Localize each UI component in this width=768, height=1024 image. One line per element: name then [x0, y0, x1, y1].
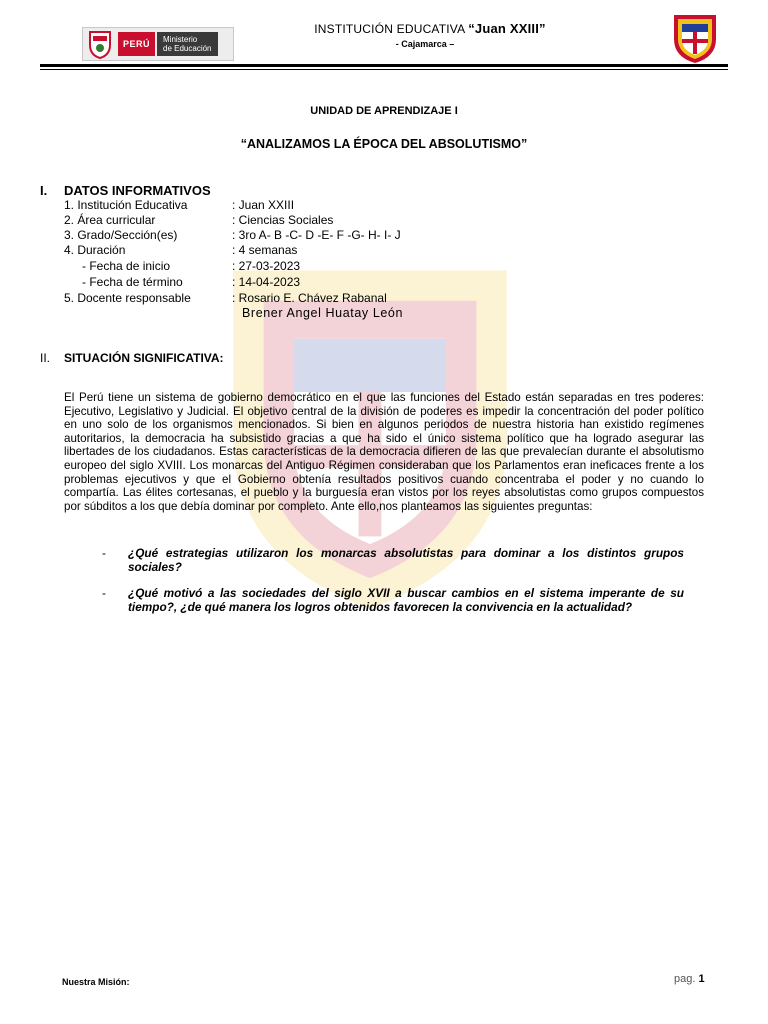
institution-name: “Juan XXIII” [468, 21, 546, 36]
datos-item-value: : Juan XXIII [232, 198, 295, 212]
datos-item-value: : Ciencias Sociales [232, 213, 334, 227]
header-rule-thin [40, 69, 728, 70]
question-text: ¿Qué estrategias utilizaron los monarcas absolutistas para dominar a los distintos grupos sociales? [128, 546, 684, 574]
ministry-label [157, 32, 217, 56]
peru-label: PERÚ [118, 32, 155, 56]
datos-item-label: - Fecha de inicio [82, 259, 171, 273]
header-rule [40, 64, 728, 67]
institution-location: - Cajamarca – [395, 39, 455, 49]
datos-item-value: : Rosario E. Chávez Rabanal [232, 291, 387, 305]
question-bullet: - [102, 586, 106, 600]
question-item [102, 586, 684, 614]
section-2-title: SITUACIÓN SIGNIFICATIVA: [64, 351, 224, 365]
unit-title: UNIDAD DE APRENDIZAJE I [310, 105, 458, 117]
docente-secondary: Brener Angel Huatay León [242, 306, 404, 320]
page-number [674, 973, 705, 985]
datos-item-label: 5. Docente responsable [64, 291, 191, 305]
question-item [102, 546, 684, 574]
question-bullet: - [102, 546, 106, 560]
section-2-number: II. [40, 351, 51, 365]
section-1-title: DATOS INFORMATIVOS [64, 183, 211, 198]
section-1-number: I. [40, 183, 48, 198]
school-crest-logo [668, 11, 722, 65]
section-1-heading [40, 183, 211, 198]
ministry-label-line2: de Educación [163, 44, 212, 53]
main-title: “ANALIZAMOS LA ÉPOCA DEL ABSOLUTISMO” [240, 137, 528, 151]
section-2-heading [40, 351, 224, 365]
datos-item-label: 3. Grado/Sección(es) [64, 228, 178, 242]
situacion-paragraph: El Perú tiene un sistema de gobierno democrático en el que las funciones del Estado están separadas en tres poderes: Ejecutivo, Legislativo y Judicial. El objetivo central de la división de poderes es impedir la concentración del poder político en uno solo de los organismos mencionados. Si bien en algunos periodos de nuestra historia han existido regímenes autoritarios, la democracia ha subsistido gracias a que ha sido el único sistema político que ha logrado asegurar las libertades de los ciudadanos. Estas características de la democracia difieren de las que prevalecían durante el absolutismo europeo del siglo XVIII. Los monarcas del Antiguo Régimen consideraban que los Parlamentos eran ineficaces frente a los problemas ejecutivos y que el Gobierno obtenía resultados positivos cuando concentraba el poder y no cuando lo compartía. Las élites cortesanas, el pueblo y la burguesía eran vistos por los reyes absolutistas como grupos compuestos por súbditos a los que debía dominar por completo. Ante ello,nos planteamos las siguientes preguntas: [64, 391, 704, 513]
datos-item-label: 1. Institución Educativa [64, 198, 188, 212]
peru-shield-icon [86, 29, 114, 59]
mission-label: Nuestra Misión: [62, 977, 130, 987]
datos-item-value: : 4 semanas [232, 243, 298, 257]
datos-item-value: : 27-03-2023 [232, 259, 301, 273]
institution-prefix: INSTITUCIÓN EDUCATIVA [314, 22, 465, 36]
datos-item-label: - Fecha de término [82, 275, 183, 289]
institution-title [250, 21, 610, 36]
ministry-logo [82, 27, 234, 61]
question-text: ¿Qué motivó a las sociedades del siglo XVII a buscar cambios en el sistema imperante de su tiempo?, ¿de qué manera los logros obtenidos favorecen la convivencia en la actualidad? [128, 586, 684, 614]
page-number-value: 1 [698, 973, 705, 985]
datos-item-value: : 3ro A- B -C- D -E- F -G- H- I- J [232, 228, 401, 242]
datos-item-label: 4. Duración [64, 243, 126, 257]
ministry-label-line1: Ministerio [163, 35, 198, 44]
page-label: pag. [674, 973, 696, 985]
datos-item-label: 2. Área curricular [64, 213, 156, 227]
datos-item-value: : 14-04-2023 [232, 275, 301, 289]
